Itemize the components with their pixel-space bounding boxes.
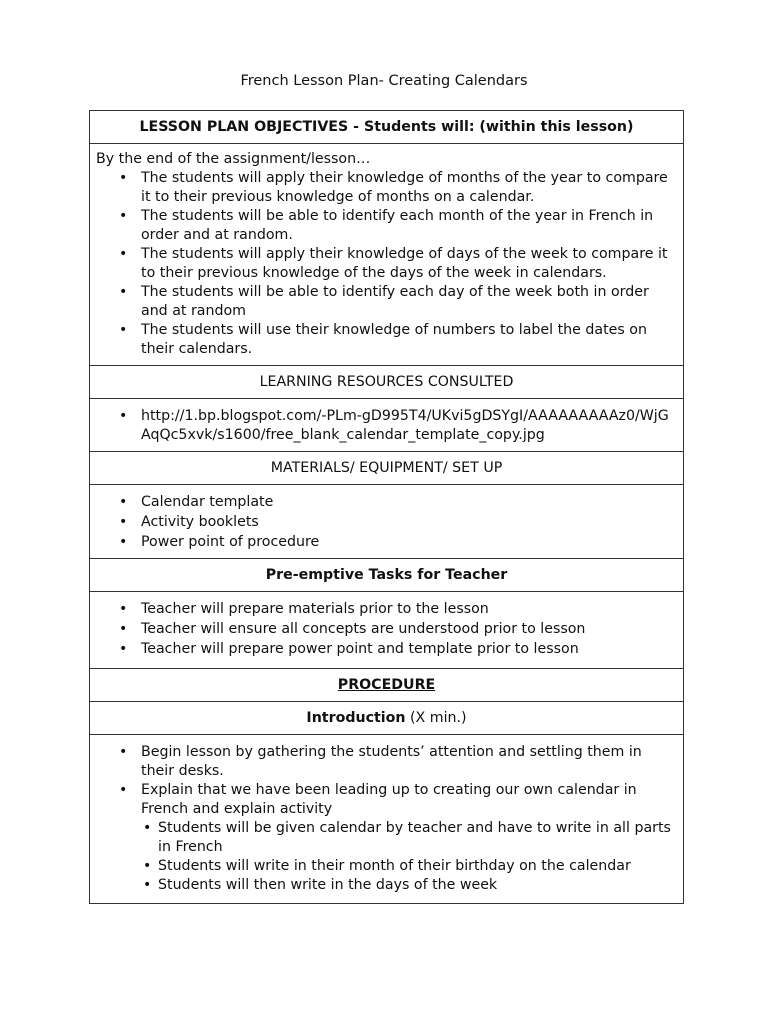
list-item: • Activity booklets bbox=[141, 513, 677, 532]
objectives-header-text: LESSON PLAN OBJECTIVES - Students will: (within this lesson) bbox=[139, 118, 634, 135]
resources-body-row bbox=[90, 399, 684, 452]
introduction-header-row bbox=[90, 702, 684, 735]
list-item: • Teacher will prepare materials prior to the lesson bbox=[141, 600, 677, 619]
list-item bbox=[141, 781, 677, 895]
list-item: • Teacher will prepare power point and template prior to lesson bbox=[141, 640, 677, 659]
preemptive-body-row bbox=[90, 592, 684, 669]
list-item: • Students will then write in the days of the week bbox=[158, 876, 677, 895]
preemptive-header bbox=[90, 559, 684, 592]
resources-body bbox=[90, 399, 684, 452]
objectives-intro: By the end of the assignment/lesson… bbox=[96, 151, 371, 167]
objectives-list bbox=[96, 169, 677, 359]
introduction-header bbox=[90, 702, 684, 735]
procedure-header bbox=[90, 669, 684, 702]
introduction-header-bold: Introduction bbox=[306, 709, 406, 726]
list-item: • The students will use their knowledge of numbers to label the dates on their calendars. bbox=[141, 321, 677, 359]
introduction-list bbox=[96, 743, 677, 895]
list-item: • Teacher will ensure all concepts are understood prior to lesson bbox=[141, 620, 677, 639]
lesson-plan-table bbox=[89, 110, 684, 904]
resources-header-text: LEARNING RESOURCES CONSULTED bbox=[259, 373, 514, 390]
resources-list bbox=[96, 407, 677, 445]
resources-header-row bbox=[90, 366, 684, 399]
list-item: • The students will be able to identify each day of the week both in order and at random bbox=[141, 283, 677, 321]
objectives-body-row bbox=[90, 144, 684, 366]
resource-link[interactable]: • http://1.bp.blogspot.com/-PLm-gD995T4/UKvi5gDSYgI/AAAAAAAAAz0/WjGAqQc5xvk/s1600/free_blank_calendar_template_copy.jpg bbox=[141, 407, 677, 445]
materials-header-text: MATERIALS/ EQUIPMENT/ SET UP bbox=[270, 459, 503, 476]
list-item: • Students will write in their month of their birthday on the calendar bbox=[158, 857, 677, 876]
introduction-sub-list bbox=[141, 819, 677, 895]
list-item: • Calendar template bbox=[141, 493, 677, 512]
list-item: • The students will apply their knowledge of months of the year to compare it to their previous knowledge of months on a calendar. bbox=[141, 169, 677, 207]
introduction-body bbox=[90, 735, 684, 904]
materials-body bbox=[90, 485, 684, 559]
materials-body-row bbox=[90, 485, 684, 559]
procedure-header-text: PROCEDURE bbox=[337, 676, 436, 693]
procedure-header-row bbox=[90, 669, 684, 702]
objectives-body bbox=[90, 144, 684, 366]
preemptive-body bbox=[90, 592, 684, 669]
preemptive-header-text: Pre-emptive Tasks for Teacher bbox=[265, 566, 508, 583]
preemptive-header-row bbox=[90, 559, 684, 592]
list-item: • Students will be given calendar by teacher and have to write in all parts in French bbox=[158, 819, 677, 857]
list-item: • The students will be able to identify each month of the year in French in order and at random. bbox=[141, 207, 677, 245]
list-item: • Begin lesson by gathering the students’ attention and settling them in their desks. bbox=[141, 743, 677, 781]
objectives-header-row bbox=[90, 111, 684, 144]
list-item-text: Explain that we have been leading up to creating our own calendar in French and explain activity bbox=[141, 782, 637, 817]
introduction-body-row bbox=[90, 735, 684, 904]
preemptive-list bbox=[96, 600, 677, 659]
materials-header bbox=[90, 452, 684, 485]
resources-header bbox=[90, 366, 684, 399]
materials-header-row bbox=[90, 452, 684, 485]
document-title: French Lesson Plan- Creating Calendars bbox=[240, 73, 528, 89]
materials-list bbox=[96, 493, 677, 552]
objectives-header bbox=[90, 111, 684, 144]
list-item: • The students will apply their knowledge of days of the week to compare it to their previous knowledge of the days of the week in calendars. bbox=[141, 245, 677, 283]
list-item: • Power point of procedure bbox=[141, 533, 677, 552]
introduction-header-duration: (X min.) bbox=[405, 709, 467, 726]
